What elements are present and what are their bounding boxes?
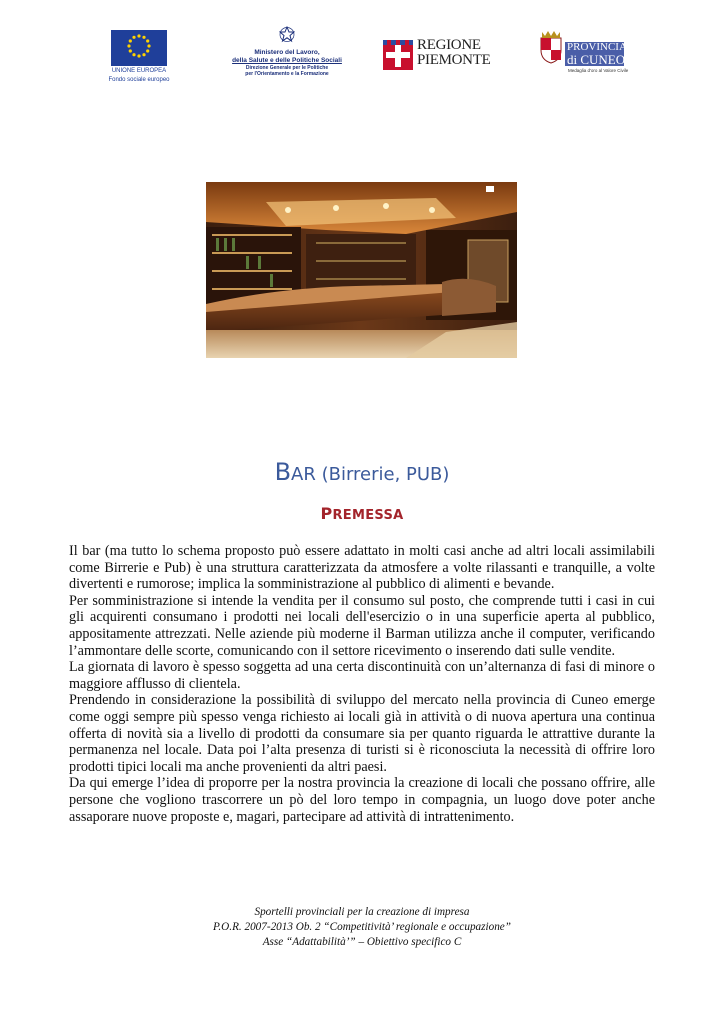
- eu-flag-icon: [111, 30, 167, 66]
- paragraph-2: Per somministrazione si intende la vendita per il consumo sul posto, che comprende tutti i casi in cui gli acquirenti consumano i prodotti nei locali dell'esercizio o in una superficie aperta al pubblico, appositamente attrezzati. Nelle aziende più moderne il Barman utilizza anche il computer, verificando l’ammontare delle scorte, comunicando con il settore ricevimento o inserendo dati sulle vendite.: [69, 592, 655, 659]
- regione-line-1: REGIONE: [417, 37, 481, 53]
- page-title-initial: B: [274, 458, 292, 486]
- paragraph-3: La giornata di lavoro è spesso soggetta ad una certa discontinuità con un’alternanza di fasi di minore o maggiore afflusso di clientela.: [69, 659, 655, 692]
- ministero-sub-2: per l'Orientamento e la Formazione: [245, 71, 329, 77]
- footer-line-1: Sportelli provinciali per la creazione di impresa: [254, 906, 470, 918]
- paragraph-1: Il bar (ma tutto lo schema proposto può essere adattato in molti casi anche ad altri locali assimilabili come Birrerie e Pub) è una struttura caratterizzata da atmosfere a volte rilassanti e tranquille, a volte divertenti e rumorose; implica la somministrazione al pubblico di alimenti e bevande.: [69, 543, 655, 593]
- ministero-sub-1: Direzione Generale per le Politiche: [245, 65, 329, 71]
- piemonte-flag-icon: [383, 40, 413, 70]
- ministero-title-1: Ministero del Lavoro,: [254, 49, 320, 56]
- ministero-title-2: della Salute e delle Politiche Sociali: [232, 57, 342, 64]
- ministero-logo: [228, 26, 346, 77]
- page-title: [0, 458, 724, 486]
- paragraph-4: Prendendo in considerazione la possibilità di sviluppo del mercato nella provincia di Cuneo emerge come oggi sempre più spesso venga richiesto ai locali già in attività o di nuova apertura una continua offerta di novità sia a livello di prodotti da consumare sia per quanto riguarda le attrattive durante la permanenza nel locale. Data poi l’alta presenza di turisti si è riconosciuta la necessità di offrire loro prodotti tipici locali ma anche provenienti da altri paesi.: [69, 692, 655, 775]
- regione-line-2: PIEMONTE: [417, 52, 491, 68]
- footer-line-2: P.O.R. 2007-2013 Ob. 2 “Competitività’ regionale e occupazione”: [213, 921, 511, 933]
- section-heading-rest: REMESSA: [332, 508, 404, 523]
- eu-logo: [104, 30, 174, 84]
- logo-bar: [0, 0, 724, 100]
- regione-name: [417, 38, 490, 68]
- provincia-line-1: PROVINCIA: [567, 41, 627, 53]
- cuneo-crest-icon: [538, 30, 564, 64]
- italy-emblem-icon: [279, 26, 295, 44]
- provincia-logo: [538, 30, 638, 74]
- provincia-line-2: di CUNEO: [567, 52, 626, 67]
- eu-caption-1: UNIONE EUROPEA: [111, 68, 167, 74]
- section-heading: [0, 504, 724, 523]
- eu-caption-2: Fondo sociale europeo: [108, 77, 170, 83]
- section-heading-initial: P: [320, 504, 333, 523]
- bar-interior-photo: [206, 182, 517, 358]
- provincia-motto: Medaglia d'oro al Valore Civile: [568, 68, 629, 73]
- body-text: [69, 543, 655, 825]
- paragraph-5: Da qui emerge l’idea di proporre per la nostra provincia la creazione di locali che possano offrire, alle persone che vogliono trascorrere un pò del loro tempo in compagnia, un luogo dove poter anche assaporare nuove proposte e, magari, partecipare ad attività di intrattenimento.: [69, 775, 655, 825]
- footer-line-3: Asse “Adattabilità’” – Obiettivo specifico C: [262, 936, 462, 948]
- page-title-rest: AR (Birrerie, PUB): [291, 464, 450, 485]
- page-footer: [0, 905, 724, 950]
- provincia-name: [565, 41, 627, 67]
- regione-logo: [383, 38, 489, 72]
